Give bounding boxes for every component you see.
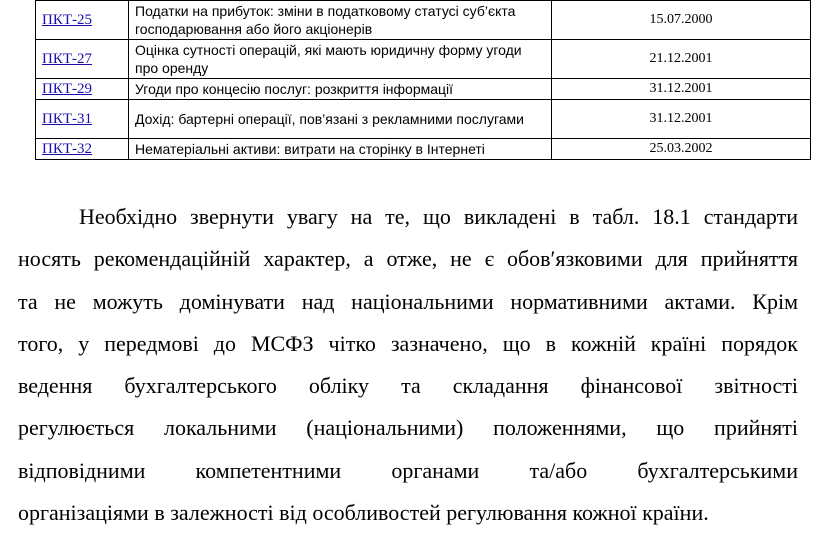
paragraph-line: носять рекомендаційній характер, а отже, не є обов′язковими для прийняття xyxy=(18,246,798,272)
body-paragraph xyxy=(18,196,798,534)
paragraph-line: та не можуть домінувати над національними нормативними актами. Крім xyxy=(18,288,798,314)
standard-code-link[interactable]: ПКТ-27 xyxy=(42,50,92,67)
table-row xyxy=(36,40,811,79)
table-row xyxy=(36,79,811,100)
standard-date-cell: 31.12.2001 xyxy=(552,100,811,139)
standard-code-link[interactable]: ПКТ-29 xyxy=(42,80,92,97)
standard-code-cell xyxy=(36,100,129,139)
standards-table xyxy=(35,0,811,160)
standard-code-link[interactable]: ПКТ-31 xyxy=(42,110,92,127)
standard-title-cell: Угоди про концесію послуг: розкриття інформації xyxy=(129,79,552,100)
standard-date-cell: 31.12.2001 xyxy=(552,79,811,100)
standard-code-cell xyxy=(36,40,129,79)
paragraph-line: ведення бухгалтерського обліку та складання фінансової звітності xyxy=(18,373,798,399)
standard-title-cell: Оцінка сутності операцій, які мають юридичну форму угоди про оренду xyxy=(129,40,552,79)
standard-title-cell: Податки на прибуток: зміни в податковому статусі суб’єкта господарювання або його акціонерів xyxy=(129,1,552,40)
standard-date-cell: 15.07.2000 xyxy=(552,1,811,40)
paragraph-line: регулюється локальними (національними) положеннями, що прийняті xyxy=(18,415,798,441)
standard-code-link[interactable]: ПКТ-32 xyxy=(42,140,92,157)
paragraph-line: організаціями в залежності від особливостей регулювання кожної країни. xyxy=(18,500,709,526)
standard-code-cell xyxy=(36,79,129,100)
table-row xyxy=(36,1,811,40)
standard-code-cell xyxy=(36,1,129,40)
paragraph-line: того, у передмові до МСФЗ чітко зазначено, що в кожній країні порядок xyxy=(18,330,798,356)
standard-code-link[interactable]: ПКТ-25 xyxy=(42,11,92,28)
table-row xyxy=(36,100,811,139)
standard-date-cell: 25.03.2002 xyxy=(552,139,811,160)
standard-title-cell: Нематеріальні активи: витрати на сторінку в Інтернеті xyxy=(129,139,552,160)
paragraph-line: Необхідно звернути увагу на те, що викладені в табл. 18.1 стандарти xyxy=(79,204,798,229)
standard-code-cell xyxy=(36,139,129,160)
standard-date-cell: 21.12.2001 xyxy=(552,40,811,79)
standard-title-cell: Дохід: бартерні операції, пов’язані з рекламними послугами xyxy=(129,100,552,139)
table-row xyxy=(36,139,811,160)
paragraph-line: відповідними компетентними органами та/або бухгалтерськими xyxy=(18,457,798,483)
